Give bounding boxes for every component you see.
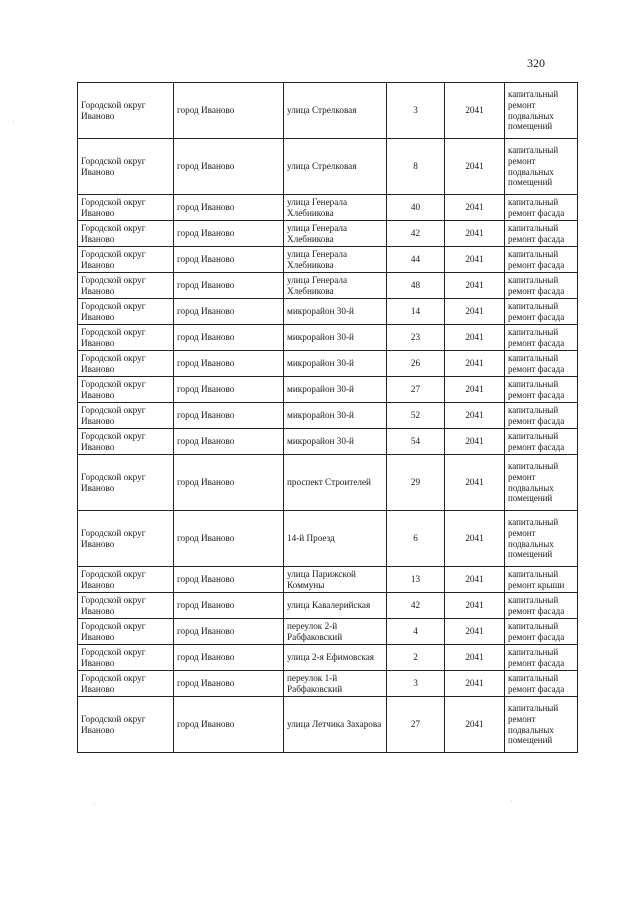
cell-work: капитальный ремонт крыши [505, 567, 578, 593]
cell-house: 27 [387, 697, 445, 753]
cell-street: улица Летчика Захарова [284, 697, 387, 753]
cell-street: микрорайон 30-й [284, 351, 387, 377]
cell-city: город Иваново [174, 377, 284, 403]
cell-city: город Иваново [174, 403, 284, 429]
table-body [78, 83, 578, 753]
cell-city: город Иваново [174, 195, 284, 221]
table-row [78, 429, 578, 455]
table-row [78, 351, 578, 377]
cell-house: 4 [387, 619, 445, 645]
cell-year: 2041 [445, 429, 505, 455]
cell-city: город Иваново [174, 671, 284, 697]
cell-house: 27 [387, 377, 445, 403]
cell-year: 2041 [445, 221, 505, 247]
cell-work: капитальный ремонт подвальных помещений [505, 697, 578, 753]
scan-speck: · [510, 797, 513, 806]
cell-city: город Иваново [174, 273, 284, 299]
cell-house: 52 [387, 403, 445, 429]
cell-city: город Иваново [174, 511, 284, 567]
cell-city: город Иваново [174, 455, 284, 511]
cell-year: 2041 [445, 299, 505, 325]
table-row [78, 247, 578, 273]
cell-year: 2041 [445, 671, 505, 697]
cell-year: 2041 [445, 403, 505, 429]
cell-house: 42 [387, 221, 445, 247]
cell-house: 14 [387, 299, 445, 325]
cell-street: улица Генерала Хлебникова [284, 195, 387, 221]
cell-work: капитальный ремонт подвальных помещений [505, 139, 578, 195]
cell-house: 13 [387, 567, 445, 593]
table-row [78, 511, 578, 567]
cell-house: 3 [387, 83, 445, 139]
cell-district: Городской округ Иваново [78, 697, 174, 753]
table-row [78, 619, 578, 645]
cell-street: улица Стрелковая [284, 139, 387, 195]
cell-year: 2041 [445, 593, 505, 619]
cell-district: Городской округ Иваново [78, 645, 174, 671]
cell-city: город Иваново [174, 247, 284, 273]
cell-work: капитальный ремонт фасада [505, 299, 578, 325]
cell-house: 2 [387, 645, 445, 671]
table-row [78, 671, 578, 697]
cell-year: 2041 [445, 455, 505, 511]
table-row [78, 195, 578, 221]
cell-city: город Иваново [174, 139, 284, 195]
cell-work: капитальный ремонт фасада [505, 221, 578, 247]
cell-city: город Иваново [174, 299, 284, 325]
cell-year: 2041 [445, 645, 505, 671]
cell-work: капитальный ремонт фасада [505, 429, 578, 455]
cell-street: проспект Строителей [284, 455, 387, 511]
page-number: 320 [527, 56, 545, 70]
cell-work: капитальный ремонт фасада [505, 325, 578, 351]
cell-district: Городской округ Иваново [78, 403, 174, 429]
cell-street: улица Генерала Хлебникова [284, 247, 387, 273]
table-row [78, 455, 578, 511]
cell-work: капитальный ремонт фасада [505, 247, 578, 273]
cell-street: улица Генерала Хлебникова [284, 273, 387, 299]
cell-city: город Иваново [174, 325, 284, 351]
cell-district: Городской округ Иваново [78, 429, 174, 455]
cell-city: город Иваново [174, 619, 284, 645]
table-row [78, 139, 578, 195]
cell-year: 2041 [445, 511, 505, 567]
cell-house: 29 [387, 455, 445, 511]
cell-street: 14-й Проезд [284, 511, 387, 567]
cell-street: микрорайон 30-й [284, 299, 387, 325]
cell-street: улица Стрелковая [284, 83, 387, 139]
cell-street: переулок 1-й Рабфаковский [284, 671, 387, 697]
cell-district: Городской округ Иваново [78, 593, 174, 619]
cell-street: микрорайон 30-й [284, 429, 387, 455]
cell-work: капитальный ремонт фасада [505, 619, 578, 645]
cell-house: 3 [387, 671, 445, 697]
scan-speck: · [12, 118, 15, 127]
cell-district: Городской округ Иваново [78, 195, 174, 221]
cell-work: капитальный ремонт фасада [505, 195, 578, 221]
table-row [78, 567, 578, 593]
cell-district: Городской округ Иваново [78, 83, 174, 139]
cell-house: 23 [387, 325, 445, 351]
cell-year: 2041 [445, 273, 505, 299]
cell-street: улица 2-я Ефимовская [284, 645, 387, 671]
cell-street: улица Генерала Хлебникова [284, 221, 387, 247]
cell-work: капитальный ремонт фасада [505, 593, 578, 619]
cell-city: город Иваново [174, 567, 284, 593]
cell-year: 2041 [445, 195, 505, 221]
cell-district: Городской округ Иваново [78, 139, 174, 195]
cell-work: капитальный ремонт фасада [505, 645, 578, 671]
cell-house: 54 [387, 429, 445, 455]
cell-house: 42 [387, 593, 445, 619]
table-row [78, 377, 578, 403]
cell-district: Городской округ Иваново [78, 619, 174, 645]
cell-city: город Иваново [174, 645, 284, 671]
table-row [78, 403, 578, 429]
cell-street: микрорайон 30-й [284, 325, 387, 351]
cell-district: Городской округ Иваново [78, 325, 174, 351]
table-row [78, 697, 578, 753]
cell-work: капитальный ремонт фасада [505, 377, 578, 403]
cell-street: улица Парижской Коммуны [284, 567, 387, 593]
cell-year: 2041 [445, 351, 505, 377]
table-row [78, 221, 578, 247]
cell-district: Городской округ Иваново [78, 351, 174, 377]
cell-district: Городской округ Иваново [78, 273, 174, 299]
cell-year: 2041 [445, 247, 505, 273]
cell-district: Городской округ Иваново [78, 567, 174, 593]
cell-street: переулок 2-й Рабфаковский [284, 619, 387, 645]
cell-city: город Иваново [174, 83, 284, 139]
cell-street: улица Кавалерийская [284, 593, 387, 619]
cell-city: город Иваново [174, 221, 284, 247]
cell-year: 2041 [445, 619, 505, 645]
cell-district: Городской округ Иваново [78, 299, 174, 325]
cell-district: Городской округ Иваново [78, 511, 174, 567]
table-row [78, 83, 578, 139]
cell-year: 2041 [445, 377, 505, 403]
table-row [78, 325, 578, 351]
cell-district: Городской округ Иваново [78, 455, 174, 511]
cell-work: капитальный ремонт фасада [505, 671, 578, 697]
cell-year: 2041 [445, 325, 505, 351]
cell-year: 2041 [445, 567, 505, 593]
table-row [78, 593, 578, 619]
cell-street: микрорайон 30-й [284, 403, 387, 429]
cell-city: город Иваново [174, 429, 284, 455]
cell-work: капитальный ремонт фасада [505, 403, 578, 429]
cell-house: 44 [387, 247, 445, 273]
cell-work: капитальный ремонт подвальных помещений [505, 511, 578, 567]
cell-work: капитальный ремонт фасада [505, 351, 578, 377]
table-row [78, 645, 578, 671]
scan-speck: · [93, 800, 96, 809]
cell-district: Городской округ Иваново [78, 377, 174, 403]
cell-work: капитальный ремонт подвальных помещений [505, 83, 578, 139]
table-row [78, 273, 578, 299]
cell-year: 2041 [445, 139, 505, 195]
cell-work: капитальный ремонт фасада [505, 273, 578, 299]
cell-city: город Иваново [174, 593, 284, 619]
cell-house: 26 [387, 351, 445, 377]
cell-house: 8 [387, 139, 445, 195]
cell-street: микрорайон 30-й [284, 377, 387, 403]
housing-repair-table [77, 82, 578, 753]
cell-house: 48 [387, 273, 445, 299]
cell-year: 2041 [445, 697, 505, 753]
cell-district: Городской округ Иваново [78, 247, 174, 273]
cell-city: город Иваново [174, 351, 284, 377]
cell-house: 40 [387, 195, 445, 221]
cell-house: 6 [387, 511, 445, 567]
cell-city: город Иваново [174, 697, 284, 753]
table-row [78, 299, 578, 325]
cell-year: 2041 [445, 83, 505, 139]
cell-work: капитальный ремонт подвальных помещений [505, 455, 578, 511]
cell-district: Городской округ Иваново [78, 671, 174, 697]
cell-district: Городской округ Иваново [78, 221, 174, 247]
